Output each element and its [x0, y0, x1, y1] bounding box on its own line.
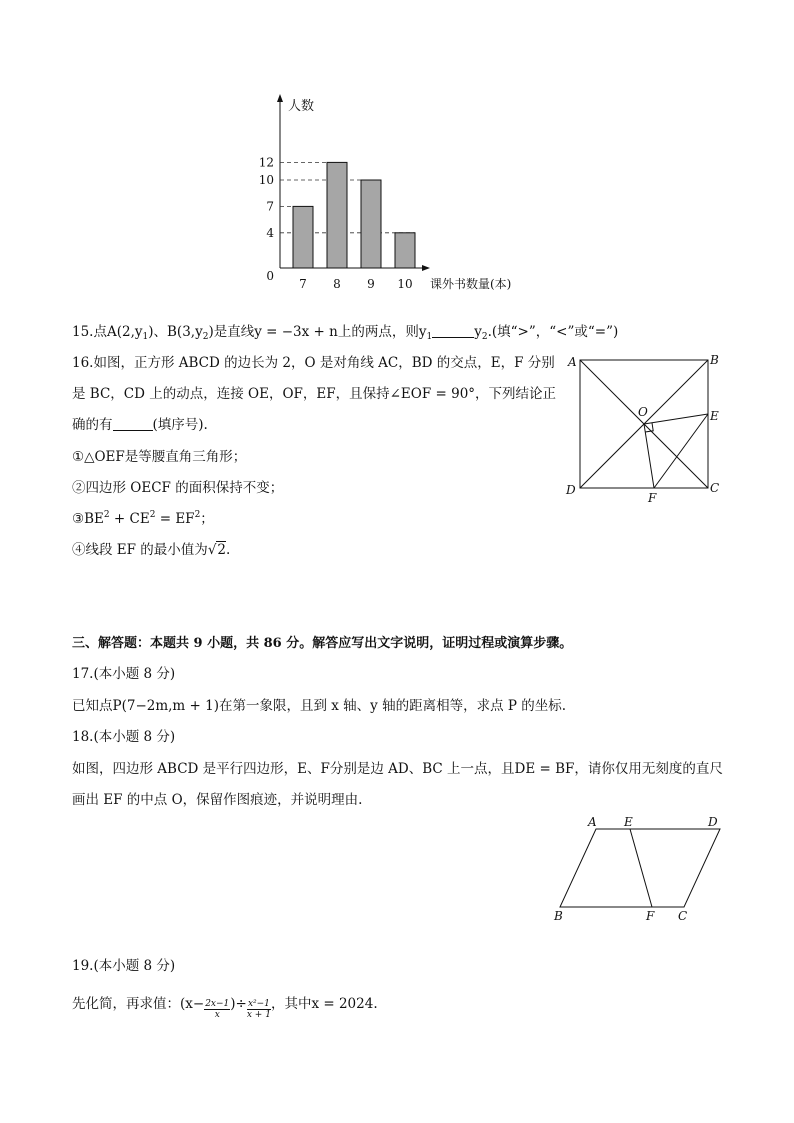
q18-line-2: 画出 EF 的中点 O，保留作图痕迹，并说明理由. [72, 792, 363, 808]
label-e: E [710, 409, 719, 423]
parallelogram-abcd [560, 829, 720, 907]
q16-option-3 [72, 509, 214, 529]
q19-fraction-1 [204, 999, 230, 1020]
q16-opt4-text: ④线段 EF 的最小值为 [72, 542, 208, 558]
segment-of [644, 424, 654, 488]
q15-text-c: )是直线y = −3x + n上的两点，则y [208, 324, 427, 340]
label-f: F [648, 491, 657, 505]
q16-opt3-sup-3: 2 [194, 510, 201, 520]
q19-f1-den: x [214, 1010, 220, 1020]
q15-text-b: )、B(3,y [148, 324, 203, 340]
q15-answer-blank[interactable] [432, 323, 474, 338]
label-b: B [710, 353, 719, 367]
y-tick-10: 10 [258, 173, 274, 187]
x-axis-arrow [422, 265, 430, 271]
y-axis-arrow [277, 94, 283, 102]
segment-ef [654, 414, 708, 488]
bar-9 [361, 180, 381, 268]
x-axis-label: 课外书数量(本) [430, 277, 512, 291]
q17-text: 已知点P(7−2m,m + 1)在第一象限，且到 x 轴、y 轴的距离相等，求点 P 的坐标. [72, 698, 567, 714]
question-15: 15.点$A(2,y_1)$、$B(3,y_2)$是直线y = −3x + n上的两点，则$y_1$ $y_2$.(填“>”，“<”或“=”) [72, 324, 619, 342]
q19-text [72, 994, 378, 1020]
label-d-q18: D [708, 815, 718, 829]
x-tick-9: 9 [367, 277, 375, 291]
q15-sub-4: 2 [481, 332, 488, 342]
label-e-q18: E [624, 815, 633, 829]
q19-f2-den: x + 1 [246, 1010, 271, 1020]
q15-sub-2: 2 [202, 332, 209, 342]
q15-number: 15. [72, 324, 94, 340]
q16-line-1: 16.如图，正方形 ABCD 的边长为 2，O 是对角线 AC，BD 的交点，E，F 分别 [72, 355, 555, 371]
q16-opt3-d: ； [200, 511, 214, 527]
x-tick-10: 10 [397, 277, 413, 291]
label-o: O [638, 405, 648, 419]
label-c-q18: C [678, 909, 688, 923]
q15-text-a: 点A(2,y [93, 324, 143, 340]
parallelogram-figure [548, 812, 728, 927]
bar-8 [327, 162, 347, 268]
q16-opt3-b: + CE [109, 511, 150, 527]
bar-chart [250, 90, 550, 295]
q19-pre: 先化简，再求值：(x− [72, 996, 205, 1012]
q16-answer-blank[interactable] [113, 416, 153, 431]
q19-fraction-2 [247, 999, 271, 1020]
q16-opt4-post: . [226, 542, 231, 558]
q15-sub-3: 1 [426, 332, 433, 342]
label-a: A [568, 355, 577, 369]
q16-option-2: ②四边形 OECF 的面积保持不变； [72, 480, 284, 496]
label-f-q18: F [646, 909, 655, 923]
section-3-title: 三、解答题：本题共 9 小题，共 86 分。解答应写出文字说明，证明过程或演算步骤。 [72, 636, 573, 651]
y-tick-7: 7 [266, 199, 274, 214]
q17-header: 17.(本小题 8 分) [72, 666, 176, 682]
q19-post: ，其中x = 2024. [270, 996, 378, 1012]
y-tick-12: 12 [258, 155, 274, 170]
y-tick-0: 0 [266, 269, 274, 283]
label-b-q18: B [554, 909, 563, 923]
label-c: C [710, 481, 720, 495]
x-tick-7: 7 [299, 277, 307, 291]
label-a-q18: A [588, 815, 597, 829]
q18-header: 18.(本小题 8 分) [72, 729, 176, 745]
q16-line-2: 是 BC，CD 上的动点，连接 OE，OF，EF，且保持∠EOF = 90°，下列结论正 [72, 386, 557, 402]
q18-line-1: 如图，四边形 ABCD 是平行四边形，E、F分别是边 AD、BC 上一点，且DE = BF，请你仅用无刻度的直尺 [72, 761, 723, 777]
bar-10 [395, 233, 415, 268]
right-angle-mark [645, 423, 653, 432]
q16-option-4: ④线段 EF 的最小值为√2. [72, 542, 231, 558]
q16-opt3-sup-1: 2 [103, 510, 110, 520]
q16-line-3-post: (填序号). [152, 417, 208, 433]
bar-7 [293, 206, 313, 268]
q19-f2-num: x²−1 [247, 999, 270, 1009]
q15-text-d: .(填“>”，“<”或“=”) [487, 324, 619, 340]
y-axis-label: 人数 [288, 99, 315, 114]
segment-oe [644, 414, 708, 424]
q19-mid: )÷ [230, 996, 247, 1012]
q15-sub-1: 1 [142, 332, 149, 342]
q19-f1-num: 2x−1 [205, 999, 230, 1009]
q16-opt3-sup-2: 2 [149, 510, 156, 520]
square-figure [560, 348, 730, 508]
q16-option-1: ①△OEF是等腰直角三角形； [72, 449, 247, 465]
x-tick-8: 8 [333, 277, 341, 291]
q19-header: 19.(本小题 8 分) [72, 958, 176, 974]
q16-line-3-pre: 确的有 [72, 417, 113, 433]
q16-opt4-root: 2 [217, 542, 227, 558]
label-d: D [566, 483, 576, 497]
segment-ef-q18 [630, 829, 652, 907]
y-tick-4: 4 [266, 225, 274, 240]
q16-opt3-c: = EF [155, 511, 195, 527]
q16-line-3 [72, 415, 208, 435]
q16-opt3-a: ③BE [72, 511, 104, 527]
